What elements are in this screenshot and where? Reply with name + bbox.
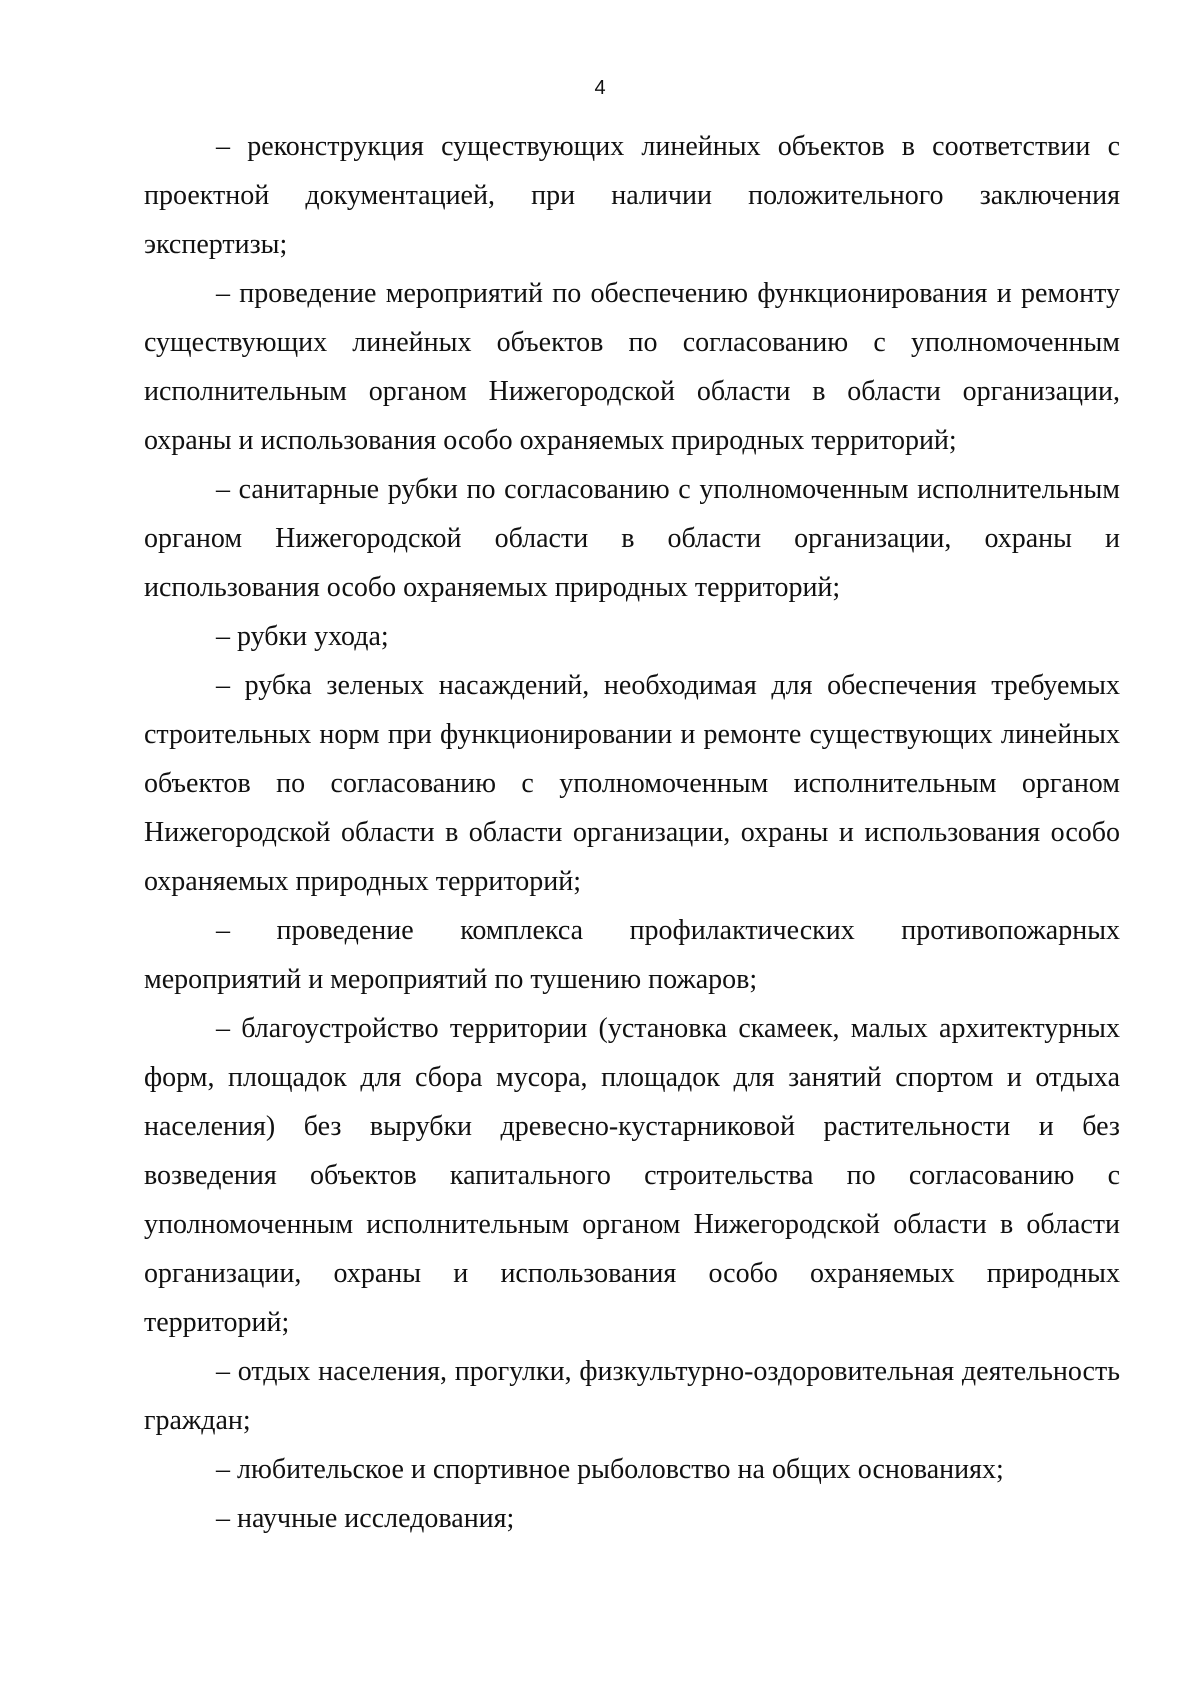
list-item-landscaping: – благоустройство территории (установка скамеек, малых архитектурных форм, площадок для сбора мусора, площадок для занятий спортом и отдыха населения) без вырубки древесно-кустарниковой растительности и без возведения объектов капитального строительства по согласованию с уполномоченным исполнительным органом Нижегородской области в области организации, охраны и использования особо охраняемых природных территорий; xyxy=(144,1013,1120,1338)
list-item-maintenance: – проведение мероприятий по обеспечению функционирования и ремонту существующих линейных объектов по согласованию с уполномоченным исполнительным органом Нижегородской области в области организации, охраны и использования особо охраняемых природных территорий; xyxy=(144,278,1120,456)
list-item-green-removal: – рубка зеленых насаждений, необходимая для обеспечения требуемых строительных норм при функционировании и ремонте существующих линейных объектов по согласованию с уполномоченным исполнительным органом Нижегородской области в области организации, охраны и использования особо охраняемых природных территорий; xyxy=(144,670,1120,897)
list-item-recreation: – отдых населения, прогулки, физкультурно-оздоровительная деятельность граждан; xyxy=(144,1356,1120,1436)
list-item-fishing: – любительское и спортивное рыболовство на общих основаниях; xyxy=(216,1454,1004,1485)
list-item-research: – научные исследования; xyxy=(216,1503,515,1534)
list-item-thinning: – рубки ухода; xyxy=(216,621,389,652)
page-number: 4 xyxy=(594,77,606,99)
list-item-fire-prevention: – проведение комплекса профилактических противопожарных мероприятий и мероприятий по тушению пожаров; xyxy=(144,915,1120,995)
document-body xyxy=(144,122,1120,1543)
list-item-reconstruction: – реконструкция существующих линейных объектов в соответствии с проектной документацией, при наличии положительного заключения экспертизы; xyxy=(144,131,1120,260)
list-item-sanitary-cutting: – санитарные рубки по согласованию с уполномоченным исполнительным органом Нижегородской области в области организации, охраны и использования особо охраняемых природных территорий; xyxy=(144,474,1120,603)
